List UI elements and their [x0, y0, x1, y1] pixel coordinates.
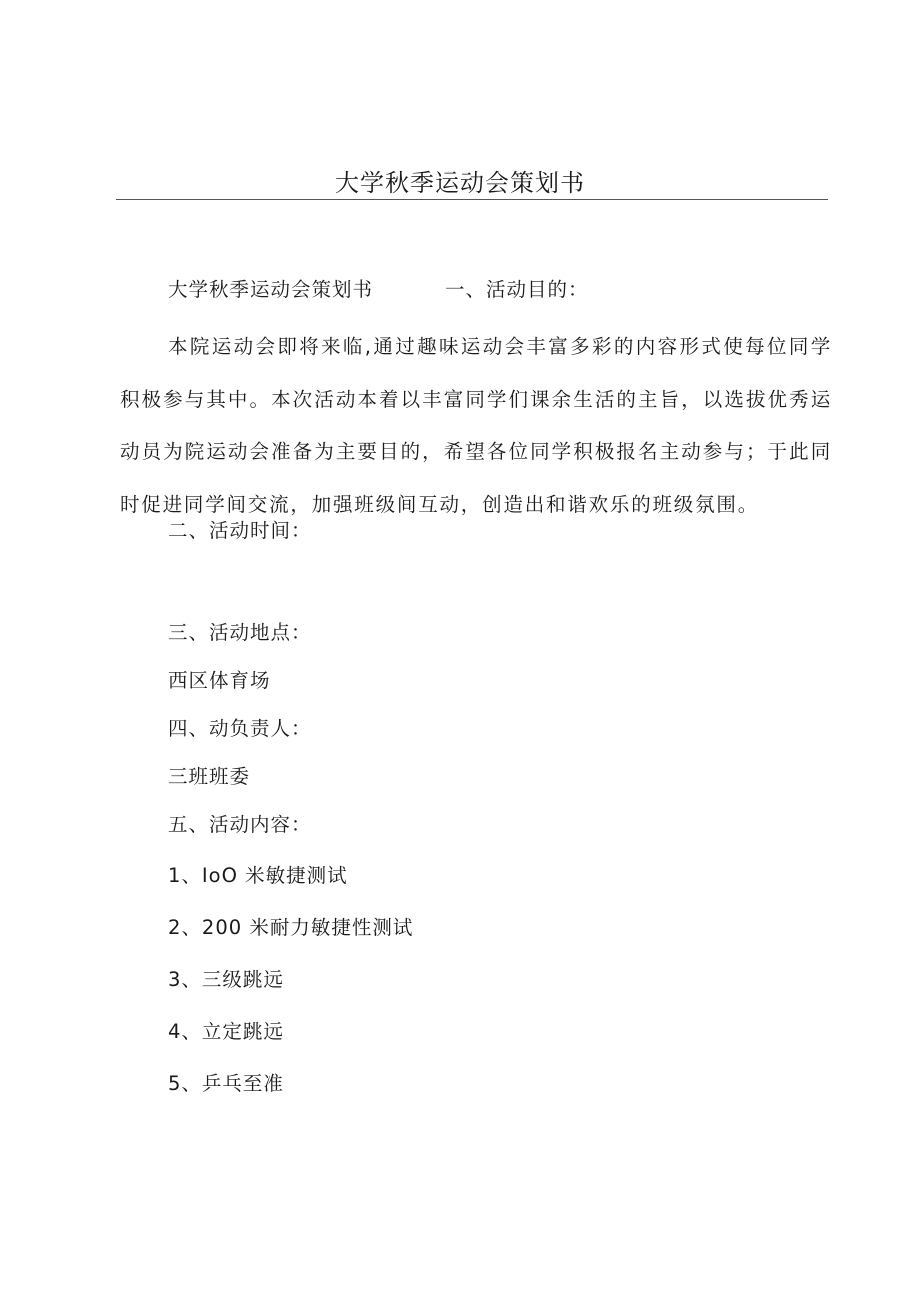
section4-heading: 四、动负责人：: [168, 717, 312, 740]
purpose-paragraph: 本院运动会即将来临,通过趣味运动会丰富多彩的内容形式使每位同学积极参与其中。本次活动本着以丰富同学们课余生活的主旨，以选拔优秀运动员为院运动会准备为主要目的，希望各位同学积极报名主动参与；于此同时促进同学间交流，加强班级间互动，创造出和谐欢乐的班级氛围。: [120, 335, 832, 516]
activity-item: 5、乒乓至准: [168, 1072, 284, 1095]
location-text: 西区体育场: [168, 669, 271, 692]
activity-item: 3、三级跳远: [168, 968, 284, 991]
section2-heading: 二、活动时间：: [168, 519, 312, 542]
section3-heading: 三、活动地点：: [168, 621, 312, 644]
section1-heading: 一、活动目的：: [445, 278, 589, 301]
section5-heading: 五、活动内容：: [168, 813, 312, 836]
document-title: 大学秋季运动会策划书: [335, 169, 585, 197]
activity-item: 1、IoO 米敏捷测试: [168, 864, 348, 887]
title-underline: [116, 199, 828, 200]
activity-item: 4、立定跳远: [168, 1020, 284, 1043]
activity-item: 2、200 米耐力敏捷性测试: [168, 916, 414, 939]
intro-line: [168, 276, 589, 304]
responsible-text: 三班班委: [168, 765, 251, 788]
intro-label: 大学秋季运动会策划书: [168, 278, 374, 301]
